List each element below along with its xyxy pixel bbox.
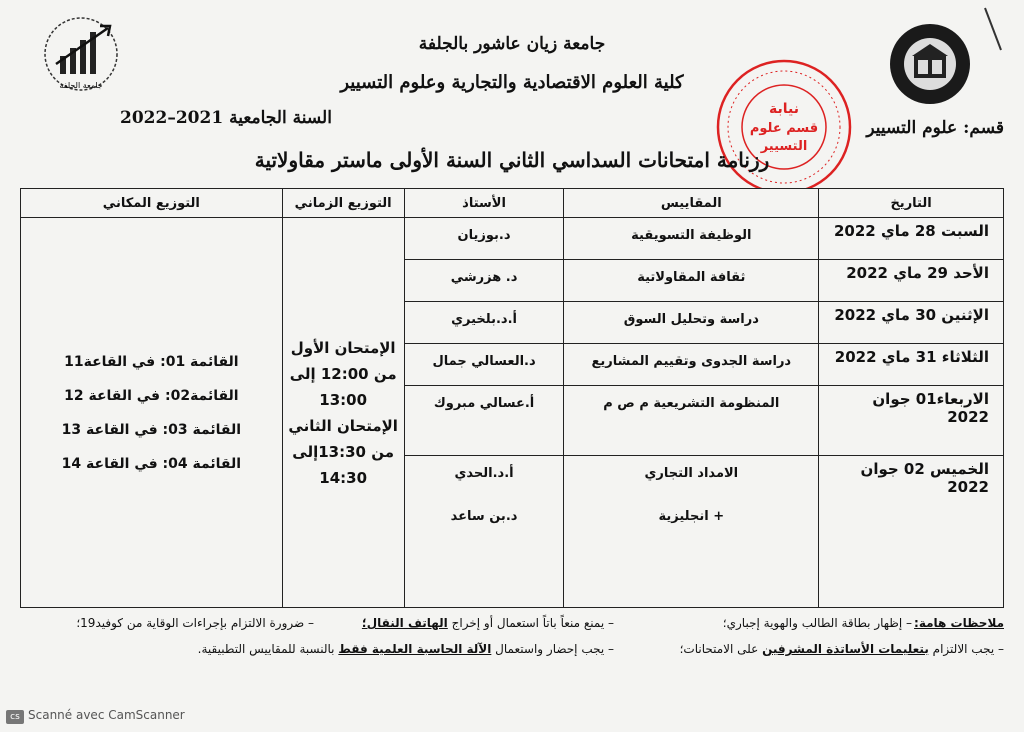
svg-text:جامعة الجلفة: جامعة الجلفة	[59, 81, 103, 90]
exam-professor: د.بوزيان	[404, 218, 564, 260]
note-5: – يجب إحضار واستعمال الآلة الحاسبة العلمية فقط بالنسبة للمقاييس التطبيقية.	[197, 642, 614, 656]
time-line: الإمتحان الأول	[290, 338, 396, 357]
table-header-row	[21, 189, 1004, 218]
time-line: 13:00	[319, 390, 368, 409]
stamp-line-2: قسم علوم	[749, 121, 819, 136]
camscanner-icon: cs	[6, 710, 24, 724]
time-distribution	[282, 218, 404, 608]
exam-professor: د.العسالي جمال	[404, 343, 564, 385]
academic-year: السنة الجامعية 2021–2022	[120, 108, 332, 128]
time-line: من 13:30إلى	[292, 442, 395, 461]
header-professor: الأستاذ	[404, 189, 564, 218]
header-time: التوزيع الزماني	[282, 189, 404, 218]
notes-label: ملاحظات هامة:	[914, 616, 1004, 630]
exam-date: الأحد 29 ماي 2022	[819, 259, 1004, 301]
stamp-line-1: نيابة	[769, 101, 799, 117]
exam-schedule-table	[20, 188, 1004, 608]
note-4: – يجب الالتزام بتعليمات الأساتذة المشرفين على الامتحانات؛	[679, 642, 1004, 656]
time-line: من 12:00 إلى	[289, 364, 397, 383]
exam-subject: ثقافة المقاولاتية	[564, 259, 819, 301]
note-3: – ضرورة الالتزام بإجراءات الوقاية من كوفيد19؛	[76, 616, 314, 630]
important-notes	[20, 616, 1004, 668]
exam-date: السبت 28 ماي 2022	[819, 218, 1004, 260]
place-line: القائمة02: في القاعة 12	[64, 387, 239, 404]
header-subject: المقاييس	[564, 189, 819, 218]
exam-subject: الوظيفة التسويقية	[564, 218, 819, 260]
exam-professor: أ.د.بلخيري	[404, 301, 564, 343]
exam-date: الاربعاء01 جوان 2022	[819, 385, 1004, 455]
note-1: – إظهار بطاقة الطالب والهوية إجباري؛	[722, 616, 912, 630]
exam-subject: المنظومة التشريعية م ص م	[564, 385, 819, 455]
exam-subject: دراسة الجدوى وتقييم المشاريع	[564, 343, 819, 385]
place-distribution	[21, 218, 283, 608]
stamp-line-3: التسيير	[760, 139, 808, 154]
footer-text: Scanné avec CamScanner	[28, 708, 185, 722]
place-line: القائمة 03: في القاعة 13	[61, 421, 242, 438]
time-line: الإمتحان الثاني	[288, 416, 398, 435]
exam-professor-extra: د.بن ساعد	[450, 508, 518, 524]
exam-professor: أ.د.الحدي	[454, 465, 514, 481]
table-row	[21, 218, 1004, 260]
exam-professor-cell	[404, 455, 564, 607]
page-title: رزنامة امتحانات السداسي الثاني السنة الأولى ماستر مقاولاتية	[254, 148, 770, 172]
exam-professor: د. هزرشي	[404, 259, 564, 301]
exam-subject-cell	[564, 455, 819, 607]
exam-date: الخميس 02 جوان 2022	[819, 455, 1004, 607]
faculty-name: كلية العلوم الاقتصادية والتجارية وعلوم التسيير	[340, 72, 684, 93]
header-date: التاريخ	[819, 189, 1004, 218]
time-line: 14:30	[319, 468, 368, 487]
exam-professor: أ.عسالي مبروك	[404, 385, 564, 455]
scanner-footer	[6, 708, 185, 724]
place-line: القائمة 01: في القاعة11	[64, 353, 239, 370]
exam-date: الثلاثاء 31 ماي 2022	[819, 343, 1004, 385]
header-place: التوزيع المكاني	[21, 189, 283, 218]
exam-subject-extra: + انجليزية	[658, 508, 725, 524]
note-2: – يمنع منعاً باتاً استعمال أو إخراج الهاتف النقال؛	[361, 616, 614, 630]
exam-date: الإثنين 30 ماي 2022	[819, 301, 1004, 343]
place-line: القائمة 04: في القاعة 14	[61, 455, 242, 472]
university-name: جامعة زيان عاشور بالجلفة	[418, 34, 606, 54]
department-name: قسم: علوم التسيير	[866, 118, 1004, 138]
exam-subject: الامداد التجاري	[644, 465, 739, 481]
exam-subject: دراسة وتحليل السوق	[564, 301, 819, 343]
